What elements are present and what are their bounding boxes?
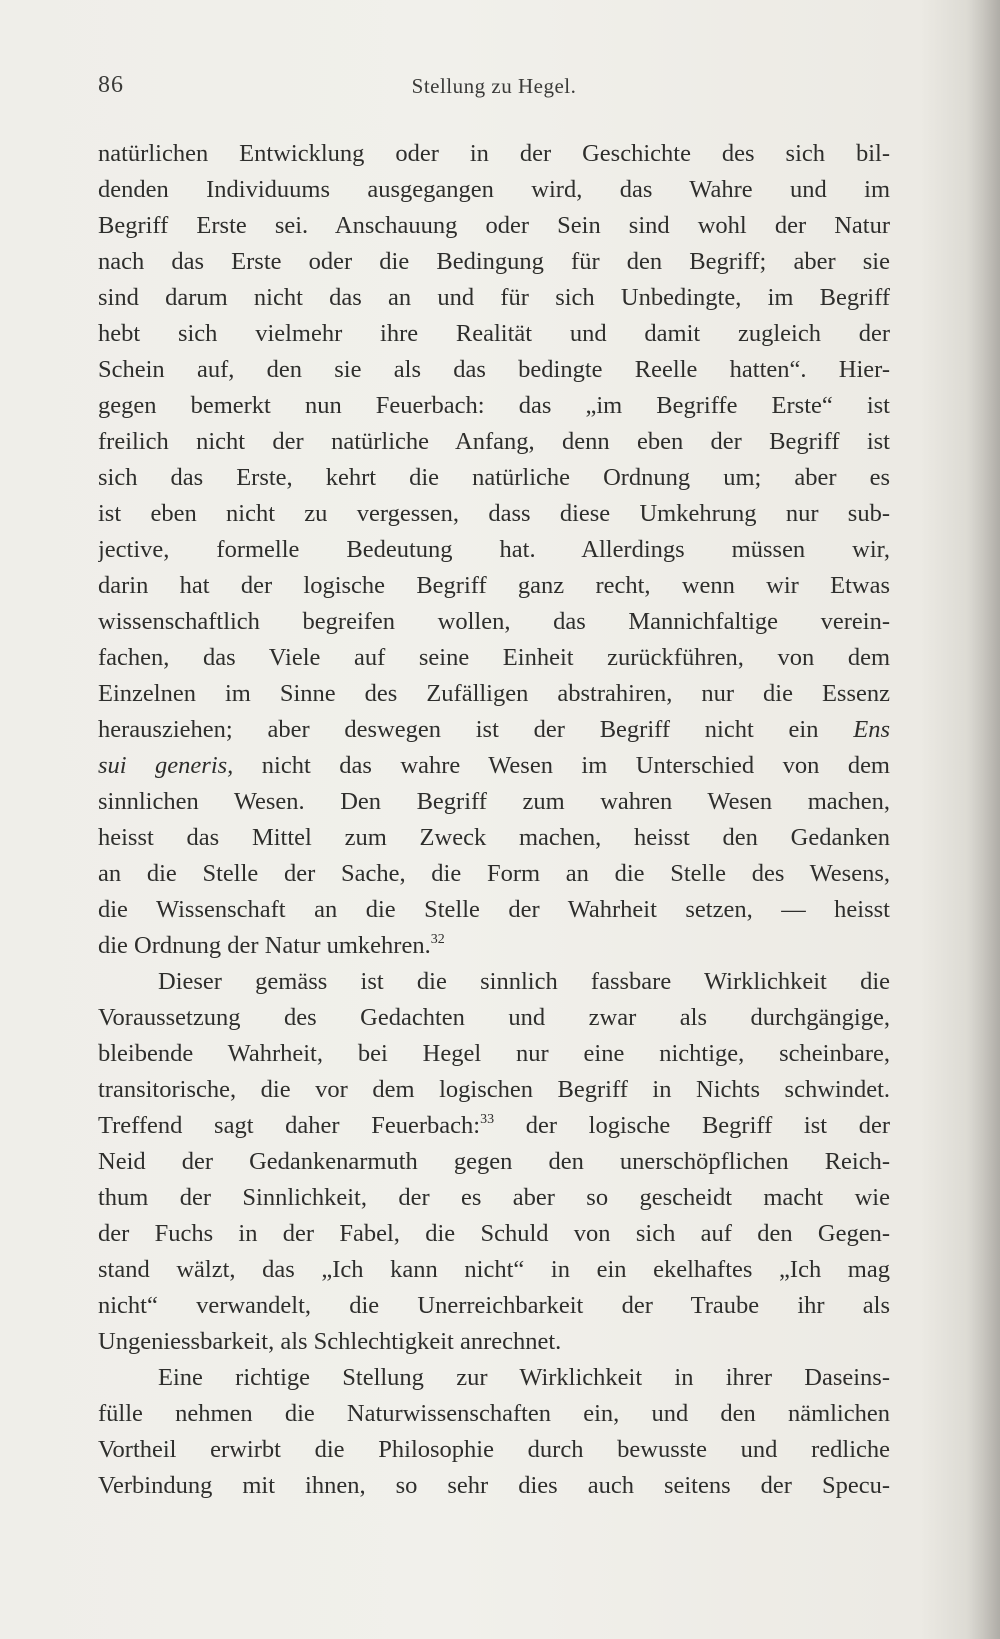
page-number: 86 (98, 72, 124, 98)
text-line (98, 928, 890, 964)
text-line (98, 712, 890, 748)
text-line: stand wälzt, das „Ich kann nicht“ in ein ekelhaftes „Ich mag (98, 1256, 890, 1283)
text-line: denden Individuums ausgegangen wird, das Wahre und im (98, 176, 890, 203)
text-line: darin hat der logische Begriff ganz recht, wenn wir Etwas (98, 572, 890, 599)
text-line: Voraussetzung des Gedachten und zwar als durchgängige, (98, 1004, 890, 1031)
text-line: nicht“ verwandelt, die Unerreichbarkeit der Traube ihr als (98, 1292, 890, 1319)
text-line: wissenschaftlich begreifen wollen, das Mannichfaltige verein- (98, 608, 890, 635)
footnote-ref[interactable]: 32 (430, 932, 445, 947)
text-line: sich das Erste, kehrt die natürliche Ordnung um; aber es (98, 464, 890, 491)
text-line: Begriff Erste sei. Anschauung oder Sein sind wohl der Natur (98, 212, 890, 239)
text-span: nicht das wahre Wesen im Unterschied von dem (233, 752, 890, 779)
italic-span: sui generis, (98, 752, 234, 779)
text-line: an die Stelle der Sache, die Form an die Stelle des Wesens, (98, 860, 890, 887)
text-line: transitorische, die vor dem logischen Begriff in Nichts schwindet. (98, 1076, 890, 1103)
text-line: Ungeniessbarkeit, als Schlechtigkeit anrechnet. (98, 1328, 562, 1355)
text-span: Treffend sagt daher Feuerbach: (98, 1112, 481, 1139)
page-header (98, 72, 890, 106)
text-line: gegen bemerkt nun Feuerbach: das „im Begriffe Erste“ ist (98, 392, 890, 419)
text-span: der logische Begriff ist der (494, 1112, 890, 1139)
text-span: herausziehen; aber deswegen ist der Begriff nicht ein (98, 716, 854, 743)
footnote-ref[interactable]: 33 (480, 1112, 495, 1127)
text-line: sind darum nicht das an und für sich Unbedingte, im Begriff (98, 284, 890, 311)
text-line: natürlichen Entwicklung oder in der Geschichte des sich bil- (98, 140, 890, 167)
binding-shadow (966, 0, 1000, 1639)
text-line: Dieser gemäss ist die sinnlich fassbare Wirklichkeit die (158, 968, 890, 995)
running-head: Stellung zu Hegel. (411, 74, 577, 98)
text-line (98, 748, 890, 784)
text-line: Verbindung mit ihnen, so sehr dies auch seitens der Specu- (98, 1472, 890, 1499)
text-line: der Fuchs in der Fabel, die Schuld von sich auf den Gegen- (98, 1220, 890, 1247)
text-line: hebt sich vielmehr ihre Realität und damit zugleich der (98, 320, 890, 347)
text-span: die Ordnung der Natur umkehren. (98, 932, 431, 959)
italic-span: Ens (853, 716, 890, 743)
text-line: sinnlichen Wesen. Den Begriff zum wahren Wesen machen, (98, 788, 890, 815)
text-line: ist eben nicht zu vergessen, dass diese Umkehrung nur sub- (98, 500, 890, 527)
text-line: Neid der Gedankenarmuth gegen den unerschöpflichen Reich- (98, 1148, 890, 1175)
text-line: nach das Erste oder die Bedingung für den Begriff; aber sie (98, 248, 890, 275)
text-line: freilich nicht der natürliche Anfang, denn eben der Begriff ist (98, 428, 890, 455)
text-line: die Wissenschaft an die Stelle der Wahrheit setzen, — heisst (98, 896, 890, 923)
text-line: thum der Sinnlichkeit, der es aber so gescheidt macht wie (98, 1184, 890, 1211)
text-line: fülle nehmen die Naturwissenschaften ein, und den nämlichen (98, 1400, 890, 1427)
text-line: Einzelnen im Sinne des Zufälligen abstrahiren, nur die Essenz (98, 680, 890, 707)
text-line: heisst das Mittel zum Zweck machen, heisst den Gedanken (98, 824, 890, 851)
text-line: fachen, das Viele auf seine Einheit zurückführen, von dem (98, 644, 890, 671)
text-line: Schein auf, den sie als das bedingte Reelle hatten“. Hier- (98, 356, 890, 383)
text-line: jective, formelle Bedeutung hat. Allerdings müssen wir, (98, 536, 890, 563)
text-line: Eine richtige Stellung zur Wirklichkeit in ihrer Daseins- (158, 1364, 890, 1391)
text-line: Vortheil erwirbt die Philosophie durch bewusste und redliche (98, 1436, 890, 1463)
body-text (98, 136, 890, 1504)
text-line (98, 1108, 890, 1144)
text-line: bleibende Wahrheit, bei Hegel nur eine nichtige, scheinbare, (98, 1040, 890, 1067)
